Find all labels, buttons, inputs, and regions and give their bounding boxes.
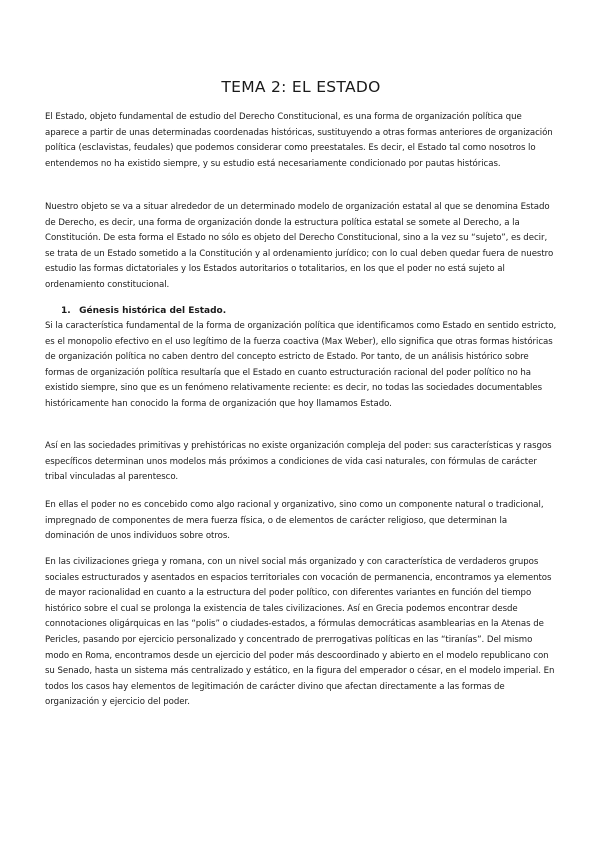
section-paragraph-3: En ellas el poder no es concebido como algo racional y organizativo, sino como un componente natural o tradicional, impregnado de componentes de mera fuerza física, o de elementos de carácter religioso, que determinan la dominación de unos individuos sobre otros. bbox=[45, 500, 544, 542]
section-paragraph-2: Así en las sociedades primitivas y prehistóricas no existe organización compleja del poder: sus características y rasgos específicos determinan unos modelos más próximos a condiciones de vida casi naturales, con fórmulas de carácter tribal vinculadas al parentesco. bbox=[45, 441, 552, 483]
intro-paragraph-2: Nuestro objeto se va a situar alrededor de un determinado modelo de organización estatal al que se denomina Estado de Derecho, es decir, una forma de organización donde la estructura política estatal se somete al Derecho, a la Constitución. De esta forma el Estado no sólo es objeto del Derecho Constitucional, sino a la vez su “sujeto”, es decir, se trata de un Estado sometido a la Constitución y al ordenamiento jurídico; con lo cual deben quedar fuera de nuestro estudio las formas dictatoriales y los Estados autoritarios o totalitarios, en los que el poder no está sujeto al ordenamiento constitucional. bbox=[45, 202, 554, 290]
section-heading bbox=[61, 304, 226, 319]
document-page bbox=[45, 0, 557, 848]
section-paragraph-4: En las civilizaciones griega y romana, con un nivel social más organizado y con característica de verdaderos grupos sociales estructurados y asentados en espacios territoriales con vocación de permanencia, encontramos ya elementos de mayor racionalidad en cuanto a la estructura del poder político, con diferentes variantes en función del tiempo histórico sobre el cual se prolonga la existencia de tales civilizaciones. Así en Grecia podemos encontrar desde connotaciones oligárquicas en las “polis” o ciudades-estados, a fórmulas democráticas asamblearias en la Atenas de Pericles, pasando por ejercicio personalizado y concentrado de prerrogativas políticas en las “tiranías”. Del mismo modo en Roma, encontramos desde un ejercicio del poder más descoordinado y abierto en el modelo republicano con su Senado, hasta un sistema más centralizado y estático, en la figura del emperador o césar, en el modelo imperial. En todos los casos hay elementos de legitimación de carácter divino que afectan directamente a las formas de organización y ejercicio del poder. bbox=[45, 557, 555, 708]
section-paragraph-1: Si la característica fundamental de la forma de organización política que identificamos como Estado en sentido estricto, es el monopolio efectivo en el uso legítimo de la fuerza coactiva (Max Weber), ello significa que otras formas históricas de organización política no caben dentro del concepto estricto de Estado. Por tanto, de un análisis histórico sobre formas de organización política resultaría que el Estado en cuanto estructuración racional del poder político no ha existido siempre, sino que es un fenómeno relativamente reciente: es decir, no todas las sociedades documentables históricamente han conocido la forma de organización que hoy llamamos Estado. bbox=[45, 321, 557, 409]
section-number: 1. bbox=[61, 306, 71, 316]
intro-paragraph-1: El Estado, objeto fundamental de estudio del Derecho Constitucional, es una forma de organización política que aparece a partir de unas determinadas coordenadas históricas, sustituyendo a otras formas anteriores de organización política (esclavistas, feudales) que podemos considerar como preestatales. Es decir, el Estado tal como nosotros lo entendemos no ha existido siempre, y su estudio está necesariamente condicionado por pautas históricas. bbox=[45, 112, 553, 169]
page-title: TEMA 2: EL ESTADO bbox=[221, 78, 381, 96]
section-heading-text: Génesis histórica del Estado. bbox=[79, 306, 227, 316]
